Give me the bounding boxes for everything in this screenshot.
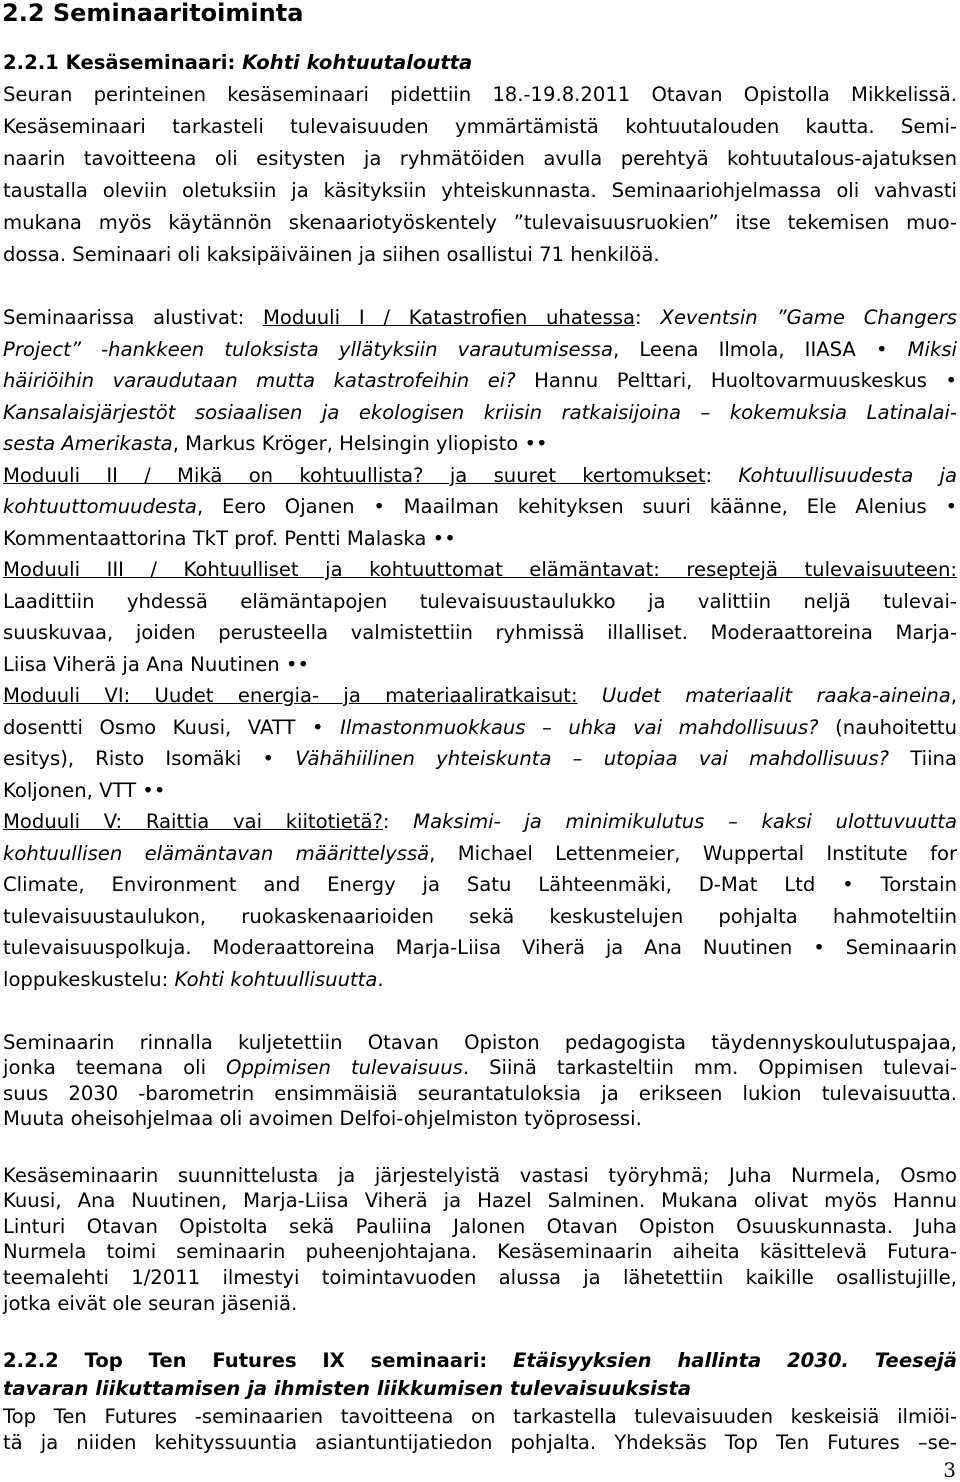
paragraph-line: suus 2030 -barometrin ensimmäisiä seurantatuloksia ja erikseen lukion tulevaisuutta. — [3, 1082, 957, 1105]
program-line: tulevaisuustaulukon, ruokaskenaarioiden sekä keskustelujen pohjalta hahmoteltiin — [3, 905, 957, 928]
subsection-title-2-2-2-line2: tavaran liikuttamisen ja ihmisten liikkumisen tulevaisuuksista — [3, 1377, 692, 1400]
paragraph-line: Linturi Otavan Opistolta sekä Pauliina Jalonen Otavan Opiston Osuuskunnasta. Juha — [3, 1215, 957, 1238]
paragraph-line: dossa. Seminaari oli kaksipäiväinen ja siihen osallistui 71 henkilöä. — [3, 243, 660, 266]
program-line: Climate, Environment and Energy ja Satu Lähteenmäki, D-Mat Ltd • Torstain — [3, 873, 957, 896]
program-line: Laadittiin yhdessä elämäntapojen tulevaisuustaulukko ja valittiin neljä tulevai- — [3, 590, 957, 613]
program-line: Moduuli III / Kohtuulliset ja kohtuuttomat elämäntavat: reseptejä tulevaisuuteen: — [3, 558, 957, 581]
program-line: dosentti Osmo Kuusi, VATT • Ilmastonmuokkaus – uhka vai mahdollisuus? (nauhoitettu — [3, 716, 957, 739]
paragraph-line: Seminaarin rinnalla kuljetettiin Otavan Opiston pedagogista täydennyskoulutuspajaa, — [3, 1031, 957, 1054]
program-line: Liisa Viherä ja Ana Nuutinen •• — [3, 653, 310, 676]
program-line: esitys), Risto Isomäki • Vähähiilinen yhteiskunta – utopiaa vai mahdollisuus? Tiina — [3, 747, 957, 770]
paragraph-line: taustalla oleviin oletuksiin ja käsityksiin yhteiskunnasta. Seminaariohjelmassa oli vahvasti — [3, 179, 957, 202]
paragraph-line: Nurmela toimi seminaarin puheenjohtajana. Kesäseminaarin aiheita käsittelevä Futura- — [3, 1240, 957, 1263]
program-line: Koljonen, VTT •• — [3, 779, 166, 802]
program-line: loppukeskustelu: Kohti kohtuullisuutta. — [3, 968, 384, 991]
paragraph-line: Kesäseminaarin suunnittelusta ja järjestelyistä vastasi työryhmä; Juha Nurmela, Osmo — [3, 1164, 957, 1187]
program-line: Seminaarissa alustivat: Moduuli I / Katastrofien uhatessa: Xeventsin ”Game Changers — [3, 306, 957, 329]
paragraph-line: jonka teemana oli Oppimisen tulevaisuus. Siinä tarkasteltiin mm. Oppimisen tulevai- — [3, 1056, 957, 1079]
subsection-title-2-2-2: 2.2.2 Top Ten Futures IX seminaari: Etäisyyksien hallinta 2030. Teesejä — [3, 1349, 957, 1372]
paragraph-line: tä ja niiden kehityssuuntia asiantuntijatiedon pohjalta. Yhdeksäs Top Ten Futures –se- — [3, 1431, 957, 1454]
paragraph-line: teemalehti 1/2011 ilmestyi toimintavuoden alussa ja lähetettiin kaikille osallistujille, — [3, 1266, 957, 1289]
paragraph-line: Top Ten Futures -seminaarien tavoitteena on tarkastella tulevaisuuden keskeisiä ilmiöi- — [3, 1405, 957, 1428]
program-line: kohtuuttomuudesta, Eero Ojanen • Maailman kehityksen suuri käänne, Ele Alenius • — [3, 495, 957, 518]
paragraph-line: Kuusi, Ana Nuutinen, Marja-Liisa Viherä ja Hazel Salminen. Mukana olivat myös Hannu — [3, 1189, 957, 1212]
program-line: Project” -hankkeen tuloksista yllätyksiin varautumisessa, Leena Ilmola, IIASA • Miksi — [3, 338, 957, 361]
program-line: sesta Amerikasta, Markus Kröger, Helsingin yliopisto •• — [3, 432, 548, 455]
program-line: Moduuli II / Mikä on kohtuullista? ja suuret kertomukset: Kohtuullisuudesta ja — [3, 464, 957, 487]
paragraph-line: Kesäseminaari tarkasteli tulevaisuuden ymmärtämistä kohtuutalouden kautta. Semi- — [3, 115, 957, 138]
page-number: 3 — [943, 1458, 956, 1482]
paragraph-line: Seuran perinteinen kesäseminaari pidettiin 18.-19.8.2011 Otavan Opistolla Mikkelissä. — [3, 83, 957, 106]
program-line: Moduuli V: Raittia vai kiitotietä?: Maksimi- ja minimikulutus – kaksi ulottuvuutta — [3, 810, 957, 833]
paragraph-line: Muuta oheisohjelmaa oli avoimen Delfoi-ohjelmiston työprosessi. — [3, 1107, 642, 1130]
program-line: kohtuullisen elämäntavan määrittelyssä, Michael Lettenmeier, Wuppertal Institute for — [3, 842, 958, 865]
paragraph-line: naarin tavoitteena oli esitysten ja ryhmätöiden avulla perehtyä kohtuutalous-ajatuksen — [3, 147, 957, 170]
program-line: Moduuli VI: Uudet energia- ja materiaaliratkaisut: Uudet materiaalit raaka-aineina, — [3, 684, 957, 707]
section-title: 2.2 Seminaaritoiminta — [2, 0, 304, 27]
program-line: häiriöihin varaudutaan mutta katastrofeihin ei? Hannu Pelttari, Huoltovarmuuskeskus • — [3, 369, 957, 392]
program-line: suuskuvaa, joiden perusteella valmistettiin ryhmissä illalliset. Moderaattoreina Marja- — [3, 621, 957, 644]
program-line: Kansalaisjärjestöt sosiaalisen ja ekologisen kriisin ratkaisijoina – kokemuksia Latinalai- — [3, 401, 957, 424]
program-line: tulevaisuuspolkuja. Moderaattoreina Marja-Liisa Viherä ja Ana Nuutinen • Seminaarin — [3, 936, 957, 959]
paragraph-line: mukana myös käytännön skenaariotyöskentely ”tulevaisuusruokien” itse tekemisen muo- — [3, 211, 957, 234]
paragraph-line: jotka eivät ole seuran jäseniä. — [3, 1292, 298, 1315]
program-line: Kommentaattorina TkT prof. Pentti Malaska •• — [3, 527, 456, 550]
subsection-title-2-2-1: 2.2.1 Kesäseminaari: Kohti kohtuutaloutta — [3, 51, 473, 74]
